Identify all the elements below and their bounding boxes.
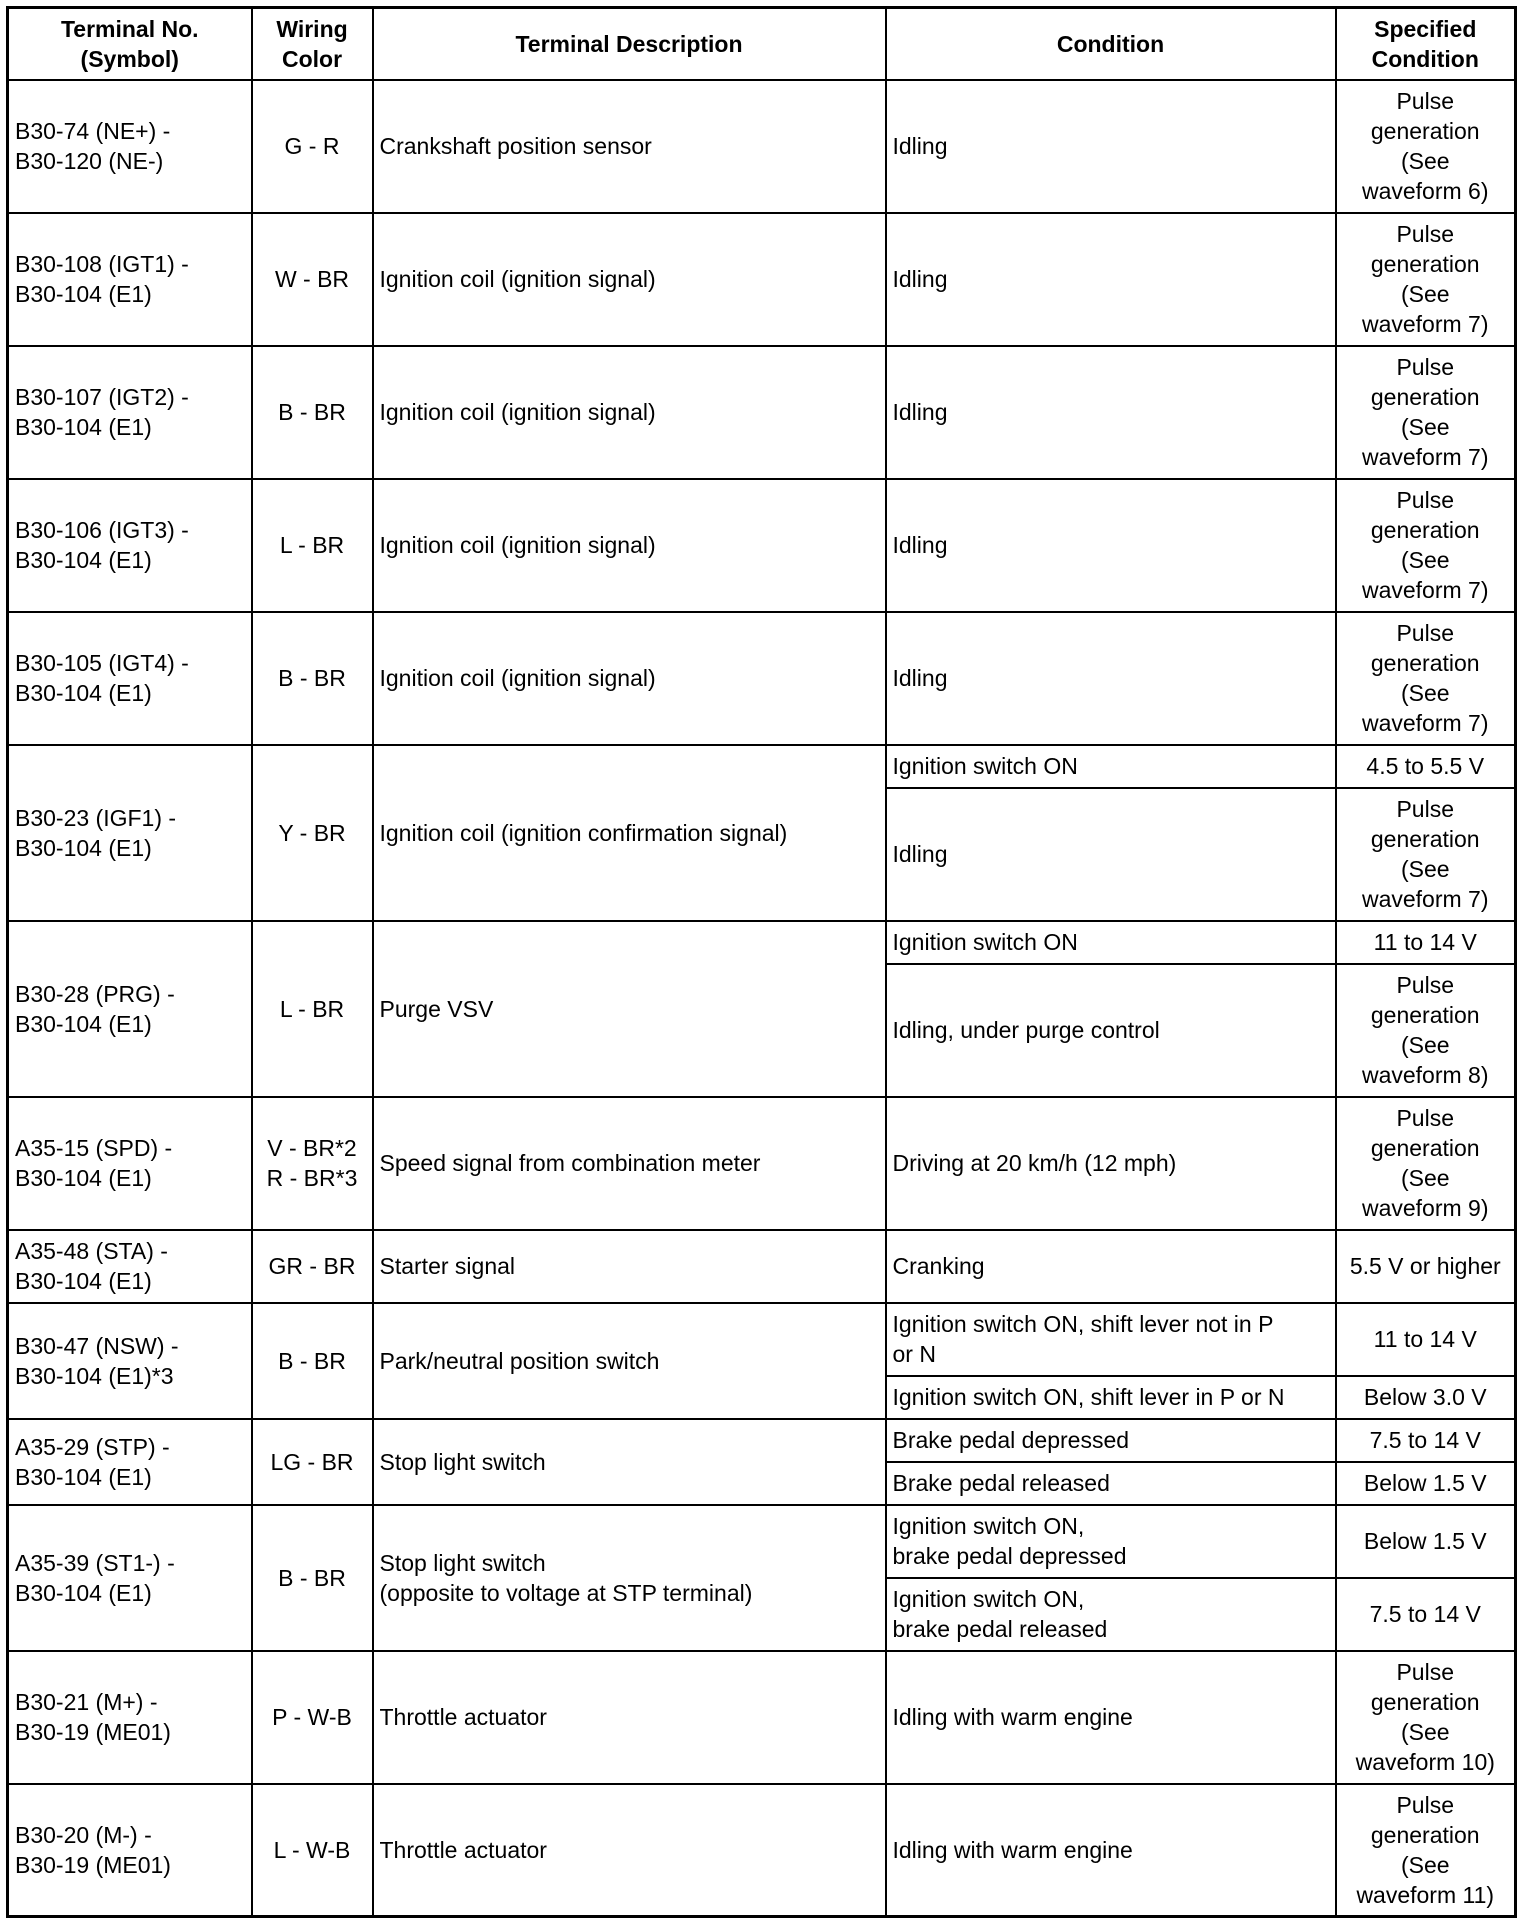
terminal-cell: B30-23 (IGF1) - B30-104 (E1): [8, 745, 252, 921]
specified-condition-cell: Pulse generation (See waveform 10): [1336, 1651, 1516, 1784]
condition-cell: Idling: [886, 346, 1336, 479]
table-row: [8, 213, 1516, 346]
header-terminal-description: Terminal Description: [373, 8, 886, 80]
terminal-cell: A35-29 (STP) - B30-104 (E1): [8, 1419, 252, 1505]
terminal-cell: B30-21 (M+) - B30-19 (ME01): [8, 1651, 252, 1784]
description-cell: Ignition coil (ignition signal): [373, 479, 886, 612]
terminal-cell: A35-39 (ST1-) - B30-104 (E1): [8, 1505, 252, 1651]
description-cell: Ignition coil (ignition signal): [373, 346, 886, 479]
specified-condition-cell: Below 1.5 V: [1336, 1462, 1516, 1505]
condition-cell: Brake pedal released: [886, 1462, 1336, 1505]
wiring-color-cell: W - BR: [252, 213, 373, 346]
specified-condition-cell: 7.5 to 14 V: [1336, 1578, 1516, 1651]
condition-cell: Driving at 20 km/h (12 mph): [886, 1097, 1336, 1230]
terminal-cell: B30-47 (NSW) - B30-104 (E1)*3: [8, 1303, 252, 1419]
specified-condition-cell: 11 to 14 V: [1336, 921, 1516, 964]
header-condition: Condition: [886, 8, 1336, 80]
condition-cell: Idling: [886, 479, 1336, 612]
wiring-color-cell: LG - BR: [252, 1419, 373, 1505]
table-row: [8, 612, 1516, 745]
condition-cell: Ignition switch ON, brake pedal depressed: [886, 1505, 1336, 1578]
description-cell: Ignition coil (ignition confirmation signal): [373, 745, 886, 921]
specified-condition-cell: Pulse generation (See waveform 7): [1336, 346, 1516, 479]
terminal-cell: A35-15 (SPD) - B30-104 (E1): [8, 1097, 252, 1230]
table-row: [8, 1505, 1516, 1578]
header-specified-condition: Specified Condition: [1336, 8, 1516, 80]
description-cell: Ignition coil (ignition signal): [373, 612, 886, 745]
description-cell: Throttle actuator: [373, 1784, 886, 1917]
terminal-cell: B30-107 (IGT2) - B30-104 (E1): [8, 346, 252, 479]
condition-cell: Idling: [886, 213, 1336, 346]
header-terminal: Terminal No. (Symbol): [8, 8, 252, 80]
specified-condition-cell: 7.5 to 14 V: [1336, 1419, 1516, 1462]
condition-cell: Ignition switch ON: [886, 921, 1336, 964]
table-row: [8, 80, 1516, 213]
terminal-cell: B30-108 (IGT1) - B30-104 (E1): [8, 213, 252, 346]
table-row: [8, 346, 1516, 479]
header-wiring-color: Wiring Color: [252, 8, 373, 80]
terminal-cell: B30-105 (IGT4) - B30-104 (E1): [8, 612, 252, 745]
wiring-color-cell: B - BR: [252, 346, 373, 479]
description-cell: Purge VSV: [373, 921, 886, 1097]
specified-condition-cell: 5.5 V or higher: [1336, 1230, 1516, 1303]
terminal-cell: B30-28 (PRG) - B30-104 (E1): [8, 921, 252, 1097]
specified-condition-cell: Below 3.0 V: [1336, 1376, 1516, 1419]
table-row: [8, 479, 1516, 612]
specified-condition-cell: 4.5 to 5.5 V: [1336, 745, 1516, 788]
wiring-color-cell: B - BR: [252, 612, 373, 745]
specified-condition-cell: Below 1.5 V: [1336, 1505, 1516, 1578]
specified-condition-cell: Pulse generation (See waveform 8): [1336, 964, 1516, 1097]
specified-condition-cell: Pulse generation (See waveform 7): [1336, 788, 1516, 921]
header-row: [8, 8, 1516, 80]
specified-condition-cell: 11 to 14 V: [1336, 1303, 1516, 1376]
description-cell: Speed signal from combination meter: [373, 1097, 886, 1230]
wiring-color-cell: V - BR*2 R - BR*3: [252, 1097, 373, 1230]
condition-cell: Cranking: [886, 1230, 1336, 1303]
description-cell: Ignition coil (ignition signal): [373, 213, 886, 346]
wiring-color-cell: P - W-B: [252, 1651, 373, 1784]
specified-condition-cell: Pulse generation (See waveform 7): [1336, 479, 1516, 612]
specified-condition-cell: Pulse generation (See waveform 7): [1336, 612, 1516, 745]
table-row: [8, 1303, 1516, 1376]
condition-cell: Brake pedal depressed: [886, 1419, 1336, 1462]
table-row: [8, 1651, 1516, 1784]
table-row: [8, 921, 1516, 964]
table-row: [8, 1097, 1516, 1230]
terminal-cell: B30-106 (IGT3) - B30-104 (E1): [8, 479, 252, 612]
condition-cell: Ignition switch ON: [886, 745, 1336, 788]
description-cell: Stop light switch (opposite to voltage at STP terminal): [373, 1505, 886, 1651]
specified-condition-cell: Pulse generation (See waveform 9): [1336, 1097, 1516, 1230]
wiring-color-cell: GR - BR: [252, 1230, 373, 1303]
condition-cell: Ignition switch ON, shift lever in P or N: [886, 1376, 1336, 1419]
condition-cell: Idling: [886, 80, 1336, 213]
specified-condition-cell: Pulse generation (See waveform 6): [1336, 80, 1516, 213]
condition-cell: Idling, under purge control: [886, 964, 1336, 1097]
table-row: [8, 1419, 1516, 1462]
condition-cell: Ignition switch ON, brake pedal released: [886, 1578, 1336, 1651]
table-row: [8, 745, 1516, 788]
terminal-cell: A35-48 (STA) - B30-104 (E1): [8, 1230, 252, 1303]
specified-condition-cell: Pulse generation (See waveform 11): [1336, 1784, 1516, 1917]
terminal-cell: B30-74 (NE+) - B30-120 (NE-): [8, 80, 252, 213]
wiring-color-cell: B - BR: [252, 1303, 373, 1419]
terminal-cell: B30-20 (M-) - B30-19 (ME01): [8, 1784, 252, 1917]
terminal-table: [6, 6, 1517, 1918]
wiring-color-cell: B - BR: [252, 1505, 373, 1651]
wiring-color-cell: G - R: [252, 80, 373, 213]
condition-cell: Idling: [886, 788, 1336, 921]
wiring-color-cell: L - BR: [252, 921, 373, 1097]
description-cell: Starter signal: [373, 1230, 886, 1303]
description-cell: Throttle actuator: [373, 1651, 886, 1784]
description-cell: Park/neutral position switch: [373, 1303, 886, 1419]
wiring-color-cell: L - BR: [252, 479, 373, 612]
specified-condition-cell: Pulse generation (See waveform 7): [1336, 213, 1516, 346]
table-body: [8, 80, 1516, 1917]
wiring-color-cell: Y - BR: [252, 745, 373, 921]
condition-cell: Idling: [886, 612, 1336, 745]
table-row: [8, 1784, 1516, 1917]
wiring-color-cell: L - W-B: [252, 1784, 373, 1917]
table-row: [8, 1230, 1516, 1303]
condition-cell: Idling with warm engine: [886, 1651, 1336, 1784]
description-cell: Stop light switch: [373, 1419, 886, 1505]
condition-cell: Ignition switch ON, shift lever not in P or N: [886, 1303, 1336, 1376]
condition-cell: Idling with warm engine: [886, 1784, 1336, 1917]
description-cell: Crankshaft position sensor: [373, 80, 886, 213]
